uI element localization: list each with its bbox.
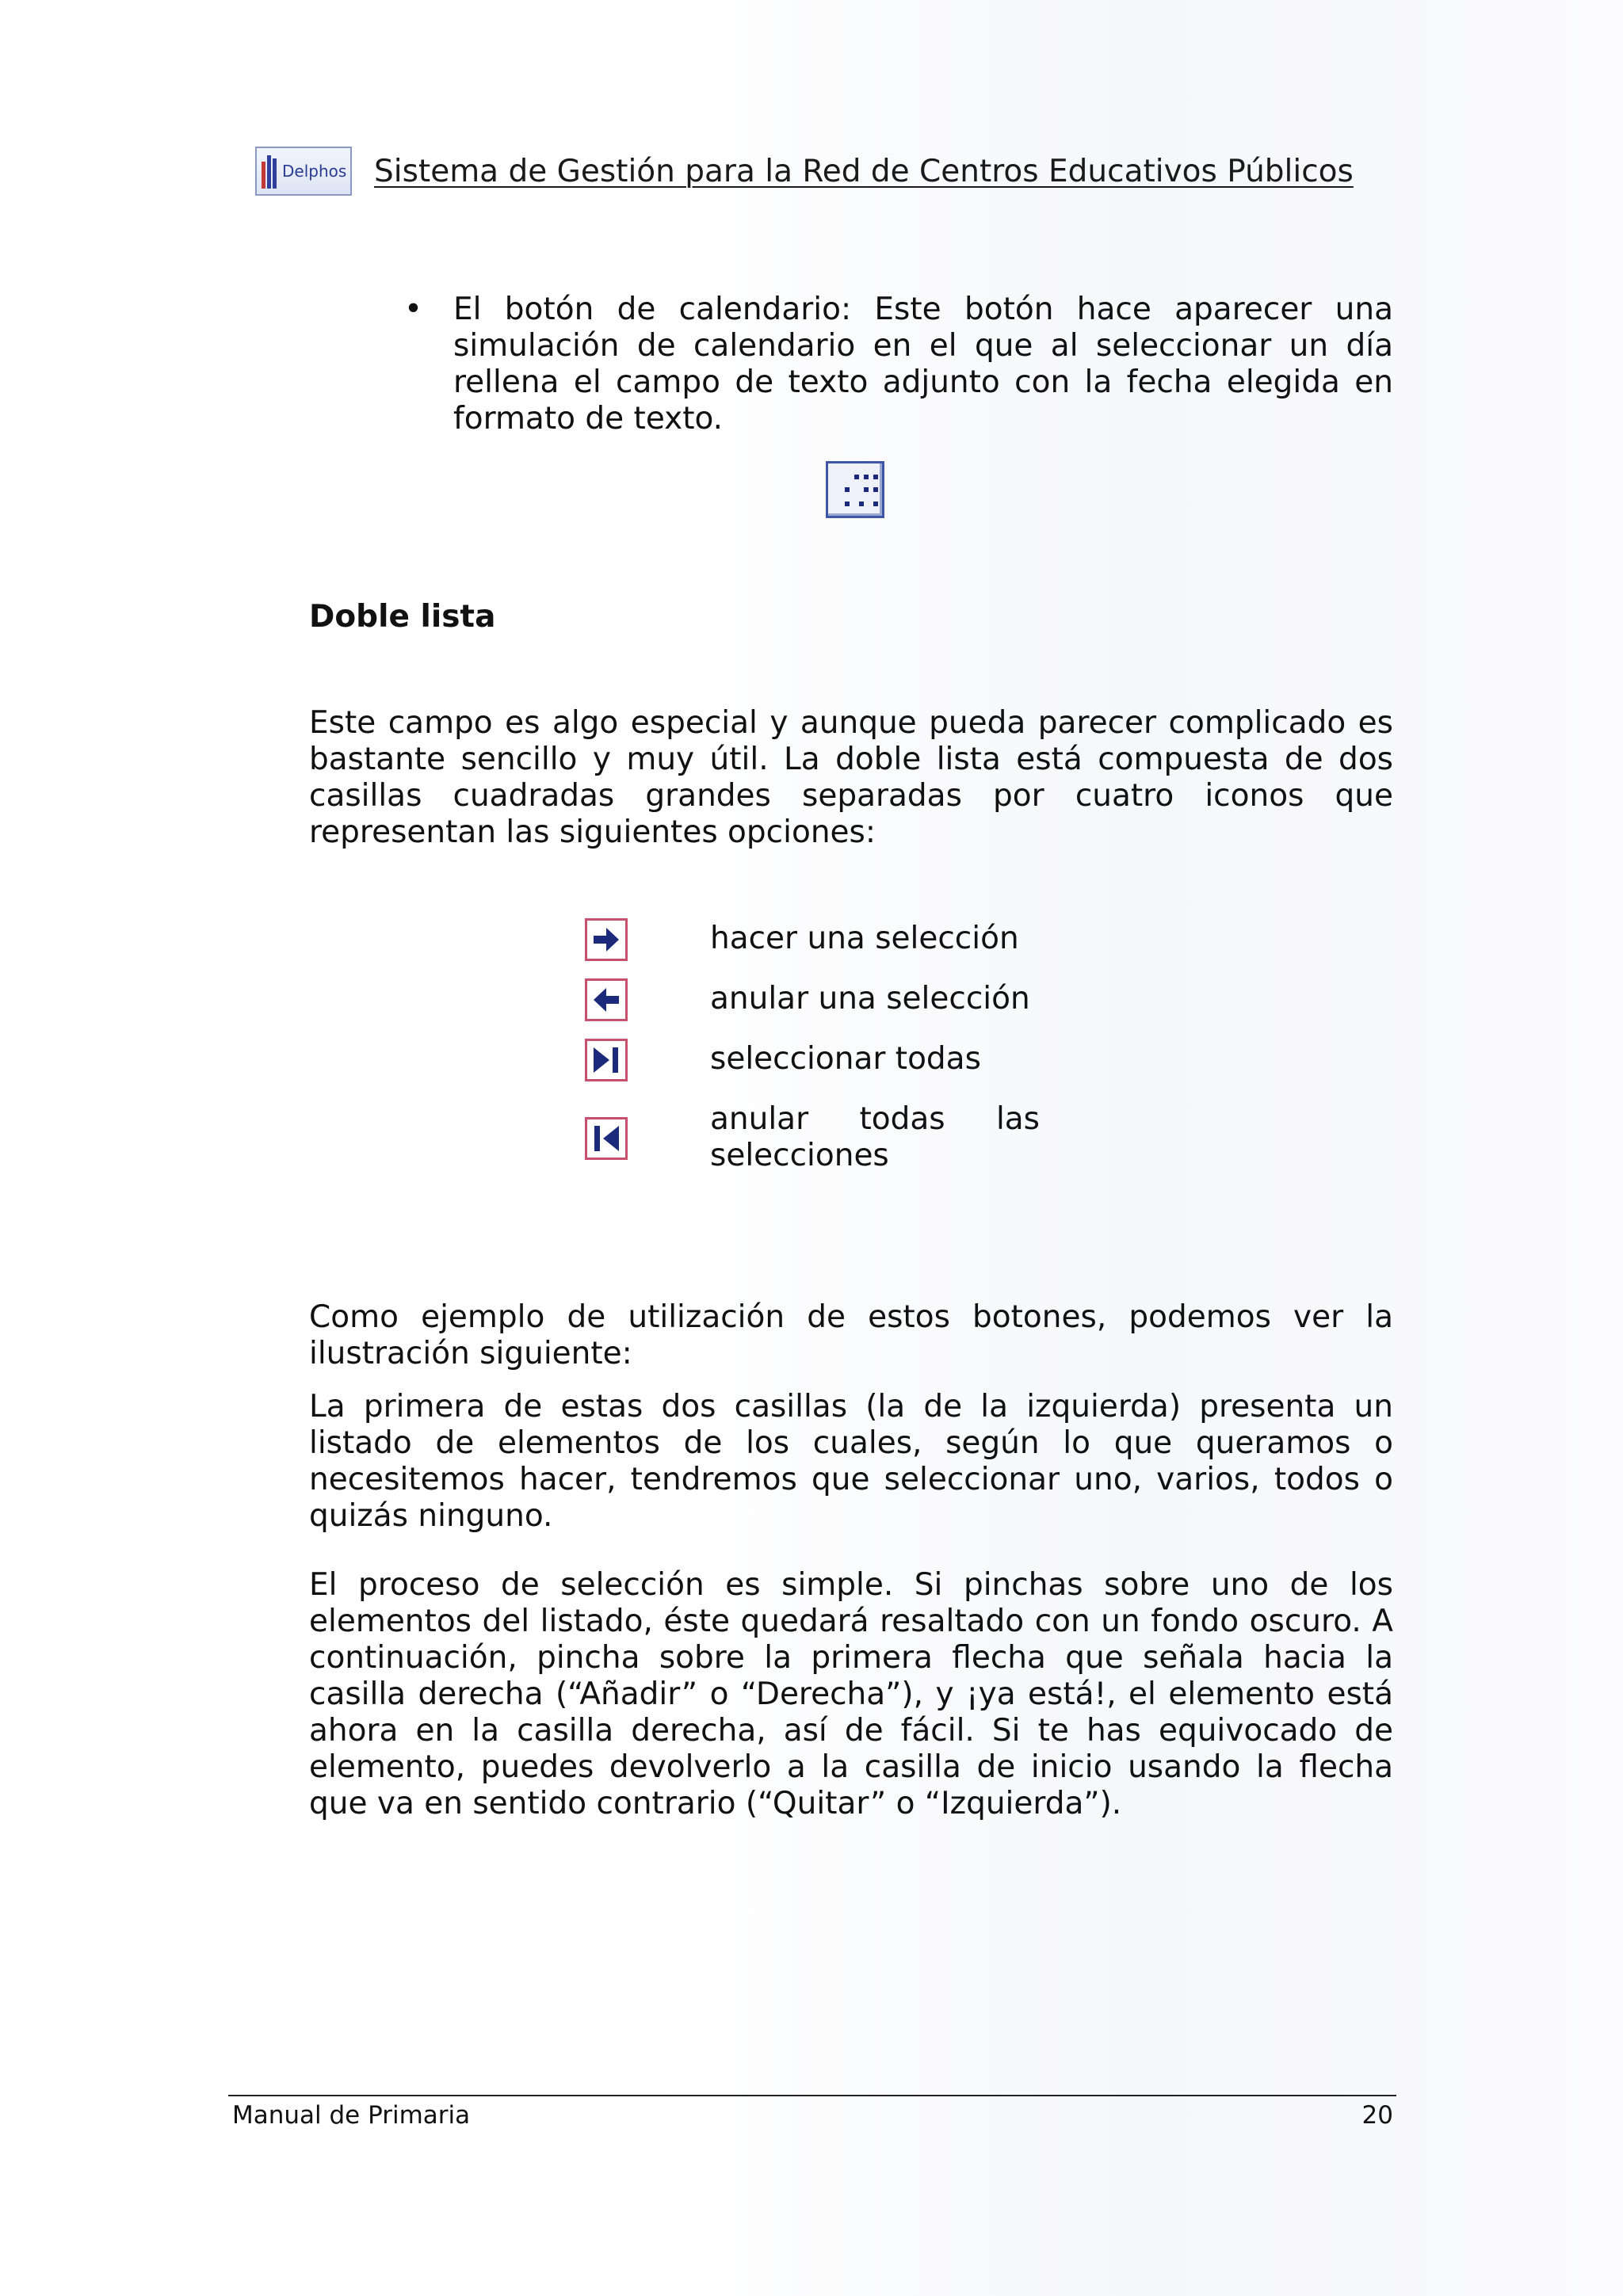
deselect-all-icon (585, 1117, 628, 1160)
option-label: anular una selección (710, 981, 1030, 1016)
page-header (255, 144, 1354, 198)
option-label: hacer una selección (710, 921, 1019, 956)
intro-paragraph: Este campo es algo especial y aunque pueda parecer complicado es bastante sencillo y muy útil. La doble lista está compuesta de dos casillas cuadradas grandes separadas por cuatro iconos que representan las siguientes opciones: (309, 705, 1393, 850)
logo-text: Delphos (282, 162, 347, 181)
select-all-icon (585, 1039, 628, 1081)
arrow-left-icon (585, 978, 628, 1021)
logo-columns-icon (262, 154, 279, 189)
option-label: anular todas las selecciones (710, 1101, 1040, 1173)
first-box-paragraph: La primera de estas dos casillas (la de la izquierda) presenta un listado de elementos de los cuales, según lo que queramos o necesitemos hacer, tendremos que seleccionar uno, varios, todos o quizás ninguno. (309, 1389, 1393, 1534)
process-paragraph: El proceso de selección es simple. Si pinchas sobre uno de los elementos del listado, éste quedará resaltado con un fondo oscuro. A continuación, pincha sobre la primera flecha que señala hacia la casilla derecha (“Añadir” o “Derecha”), y ¡ya está!, el elemento está ahora en la casilla derecha, así de fácil. Si te has equivocado de elemento, puedes devolverlo a la casilla de inicio usando la flecha que va en sentido contrario (“Quitar” o “Izquierda”). (309, 1567, 1393, 1821)
header-title: Sistema de Gestión para la Red de Centros Educativos Públicos (374, 153, 1354, 189)
option-label: seleccionar todas (710, 1041, 981, 1077)
page-number: 20 (1361, 2101, 1393, 2130)
footer-divider (228, 2095, 1396, 2096)
bullet-marker: • (404, 292, 423, 327)
arrow-right-icon (585, 918, 628, 961)
delphos-logo (255, 147, 352, 196)
example-paragraph: Como ejemplo de utilización de estos botones, podemos ver la ilustración siguiente: (309, 1299, 1393, 1371)
calendar-icon (826, 461, 884, 518)
footer-title: Manual de Primaria (232, 2101, 471, 2130)
section-heading: Doble lista (309, 599, 496, 635)
bullet-text: El botón de calendario: Este botón hace aparecer una simulación de calendario en el que al seleccionar un día rellena el campo de texto adjunto con la fecha elegida en formato de texto. (453, 292, 1393, 437)
